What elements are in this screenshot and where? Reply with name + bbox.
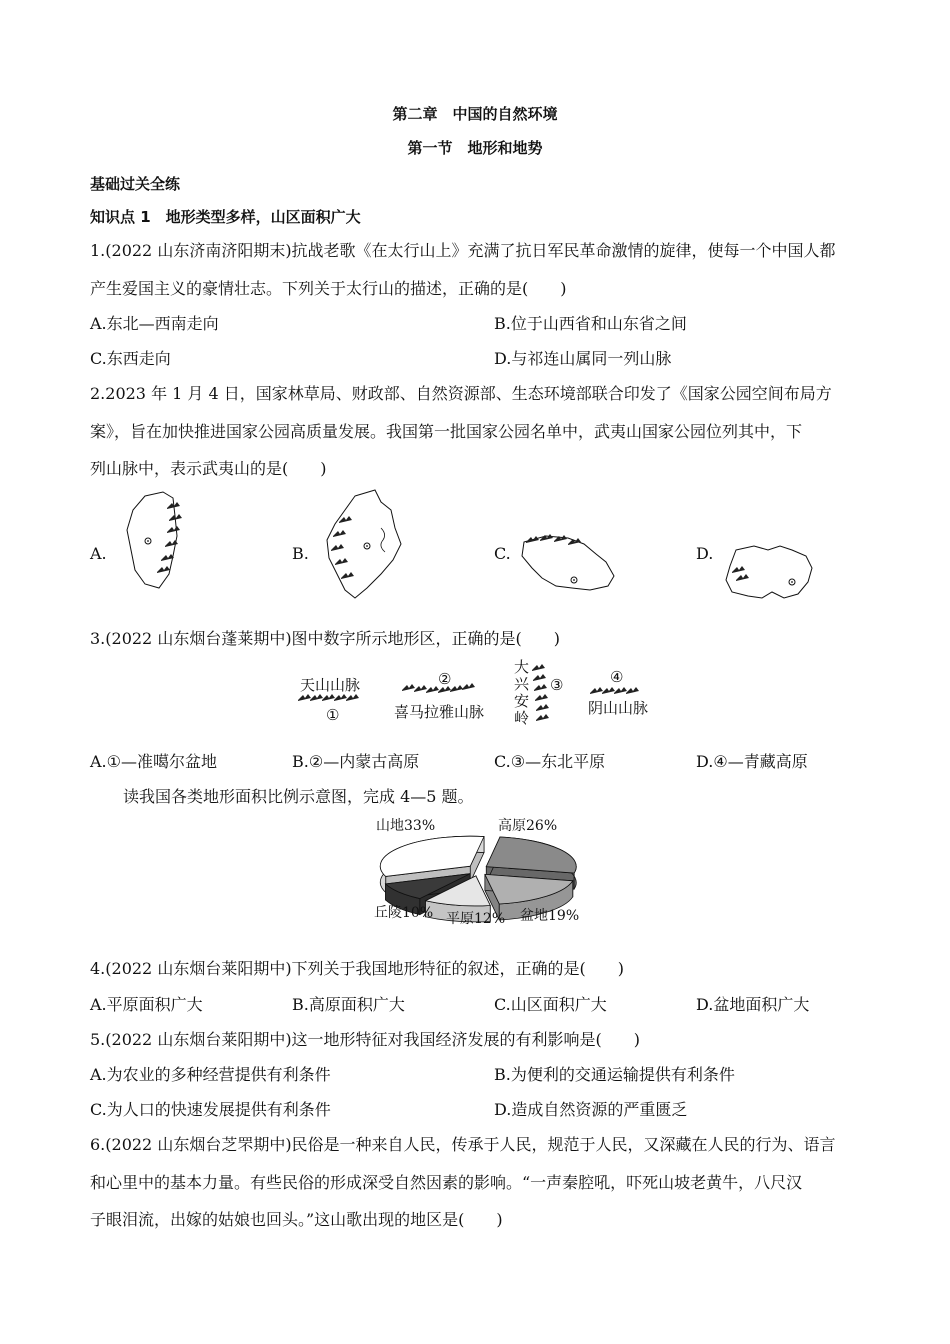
q2-line3: 列山脉中，表示武夷山的是( ) xyxy=(90,459,327,478)
q1-option-d: D.与祁连山属同一列山脉 xyxy=(494,349,672,368)
pie-label-mountain: 山地33% xyxy=(376,818,436,834)
knowledge-point-heading: 知识点 1 地形类型多样，山区面积广大 xyxy=(90,208,361,226)
province-map-b xyxy=(315,488,415,603)
q4-option-a: A.平原面积广大 xyxy=(90,995,203,1014)
label-dxa-1: 大 xyxy=(514,658,530,676)
q4-option-b: B.高原面积广大 xyxy=(292,995,405,1014)
q4-5-intro: 读我国各类地形面积比例示意图，完成 4—5 题。 xyxy=(123,787,474,806)
q3-option-a: A.①—准噶尔盆地 xyxy=(90,752,217,771)
province-map-a xyxy=(115,486,195,596)
q1-option-b: B.位于山西省和山东省之间 xyxy=(494,314,687,333)
q5-option-c: C.为人口的快速发展提供有利条件 xyxy=(90,1100,331,1119)
q2-option-d-label: D. xyxy=(696,544,714,563)
q4-stem: 4.(2022 山东烟台莱阳期中)下列关于我国地形特征的叙述，正确的是( ) xyxy=(90,959,625,978)
q2-line1: 2.2023 年 1 月 4 日，国家林草局、财政部、自然资源部、生态环境部联合印发了《国家公园空间布局方 xyxy=(90,384,832,403)
label-himalaya: 喜马拉雅山脉 xyxy=(394,703,485,721)
chapter-title: 第二章 中国的自然环境 xyxy=(392,105,558,123)
q4-option-c: C.山区面积广大 xyxy=(494,995,607,1014)
label-tianshan: 天山山脉 xyxy=(300,676,361,694)
q6-line3: 子眼泪流，出嫁的姑娘也回头。”这山歌出现的地区是( ) xyxy=(90,1210,503,1229)
pie-label-plateau: 高原26% xyxy=(498,818,558,834)
label-dxa-2: 兴 xyxy=(514,675,530,693)
q3-stem: 3.(2022 山东烟台蓬莱期中)图中数字所示地形区，正确的是( ) xyxy=(90,629,561,648)
label-dxa-3: 安 xyxy=(514,692,530,710)
q5-stem: 5.(2022 山东烟台莱阳期中)这一地形特征对我国经济发展的有利影响是( ) xyxy=(90,1030,641,1049)
pie-label-plain: 平原12% xyxy=(446,911,506,927)
q1-line2: 产生爱国主义的豪情壮志。下列关于太行山的描述，正确的是( ) xyxy=(90,279,567,298)
q4-option-d: D.盆地面积广大 xyxy=(696,995,810,1014)
pie-label-hill: 丘陵10% xyxy=(374,905,434,921)
label-n1: ① xyxy=(326,706,340,724)
label-dxa-4: 岭 xyxy=(514,709,530,727)
province-map-d xyxy=(722,542,817,602)
q1-option-c: C.东西走向 xyxy=(90,349,171,368)
q1-line1: 1.(2022 山东济南济阳期末)抗战老歌《在太行山上》充满了抗日军民革命激情的旋律，使每一个中国人都 xyxy=(90,241,836,260)
q3-option-c: C.③—东北平原 xyxy=(494,752,606,771)
q2-option-c-label: C. xyxy=(494,544,511,563)
province-map-c xyxy=(516,528,616,598)
q2-line2: 案》，旨在加快推进国家公园高质量发展。我国第一批国家公园名单中，武夷山国家公园位列其中，下 xyxy=(90,422,803,441)
landform-figure xyxy=(290,656,670,734)
q5-option-d: D.造成自然资源的严重匮乏 xyxy=(494,1100,688,1119)
q3-option-b: B.②—内蒙古高原 xyxy=(292,752,420,771)
label-n2: ② xyxy=(438,670,452,688)
label-yinshan: 阴山山脉 xyxy=(588,699,649,717)
q6-line1: 6.(2022 山东烟台芝罘期中)民俗是一种来自人民，传承于人民，规范于人民，又深藏在人民的行为、语言 xyxy=(90,1135,836,1154)
q5-option-a: A.为农业的多种经营提供有利条件 xyxy=(90,1065,331,1084)
practice-heading: 基础过关全练 xyxy=(90,175,181,193)
section-title: 第一节 地形和地势 xyxy=(407,139,543,157)
label-n3: ③ xyxy=(550,676,564,694)
q2-option-a-label: A. xyxy=(90,544,107,563)
q5-option-b: B.为便利的交通运输提供有利条件 xyxy=(494,1065,735,1084)
pie-label-basin: 盆地19% xyxy=(520,908,580,924)
landform-pie-chart xyxy=(360,808,600,928)
q1-option-a: A.东北—西南走向 xyxy=(90,314,219,333)
q3-option-d: D.④—青藏高原 xyxy=(696,752,808,771)
q2-option-b-label: B. xyxy=(292,544,309,563)
label-n4: ④ xyxy=(610,668,624,686)
q6-line2: 和心里中的基本力量。有些民俗的形成深受自然因素的影响。“一声秦腔吼，吓死山坡老黄牛，八尺汉 xyxy=(90,1173,803,1192)
